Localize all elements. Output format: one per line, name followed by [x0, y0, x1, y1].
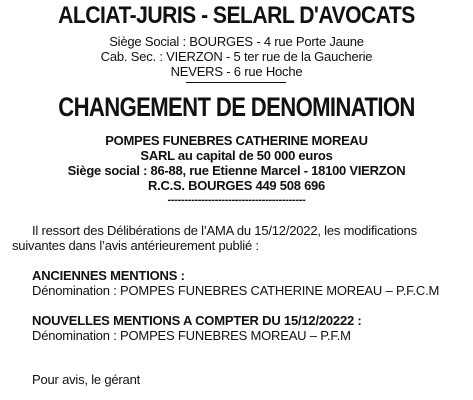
old-mentions-heading: ANCIENNES MENTIONS :	[32, 268, 185, 283]
signoff-line: Pour avis, le gérant	[32, 372, 141, 387]
company-address: Siège social : 86-88, rue Etienne Marcel - 18100 VIERZON	[67, 163, 406, 178]
new-mentions-heading: NOUVELLES MENTIONS A COMPTER DU 15/12/20222 :	[32, 313, 362, 328]
company-capital: SARL au capital de 50 000 euros	[140, 148, 333, 163]
nevers-office-line: NEVERS - 6 rue Hoche	[170, 64, 303, 79]
secondary-office-line: Cab. Sec. : VIERZON - 5 ter rue de la Gaucherie	[100, 49, 373, 64]
notice-paragraph: Il ressort des Délibérations de l’AMA du 15/12/2022, les modifications suivantes dans l’avis antérieurement publié :	[12, 223, 417, 253]
registered-office-line: Siège Social : BOURGES - 4 rue Porte Jaune	[109, 34, 364, 49]
company-registration: R.C.S. BOURGES 449 508 696	[147, 178, 326, 193]
company-separator: -----------------------------------------	[167, 194, 306, 206]
firm-title: ALCIAT-JURIS - SELARL D'AVOCATS	[58, 2, 415, 29]
new-mentions-value: Dénomination : POMPES FUNEBRES MOREAU – P.F.M	[32, 328, 351, 343]
company-name: POMPES FUNEBRES CATHERINE MOREAU	[105, 133, 368, 148]
old-mentions-value: Dénomination : POMPES FUNEBRES CATHERINE MOREAU – P.F.C.M	[32, 283, 440, 298]
notice-title: CHANGEMENT DE DENOMINATION	[58, 92, 415, 122]
header-divider	[186, 82, 286, 83]
